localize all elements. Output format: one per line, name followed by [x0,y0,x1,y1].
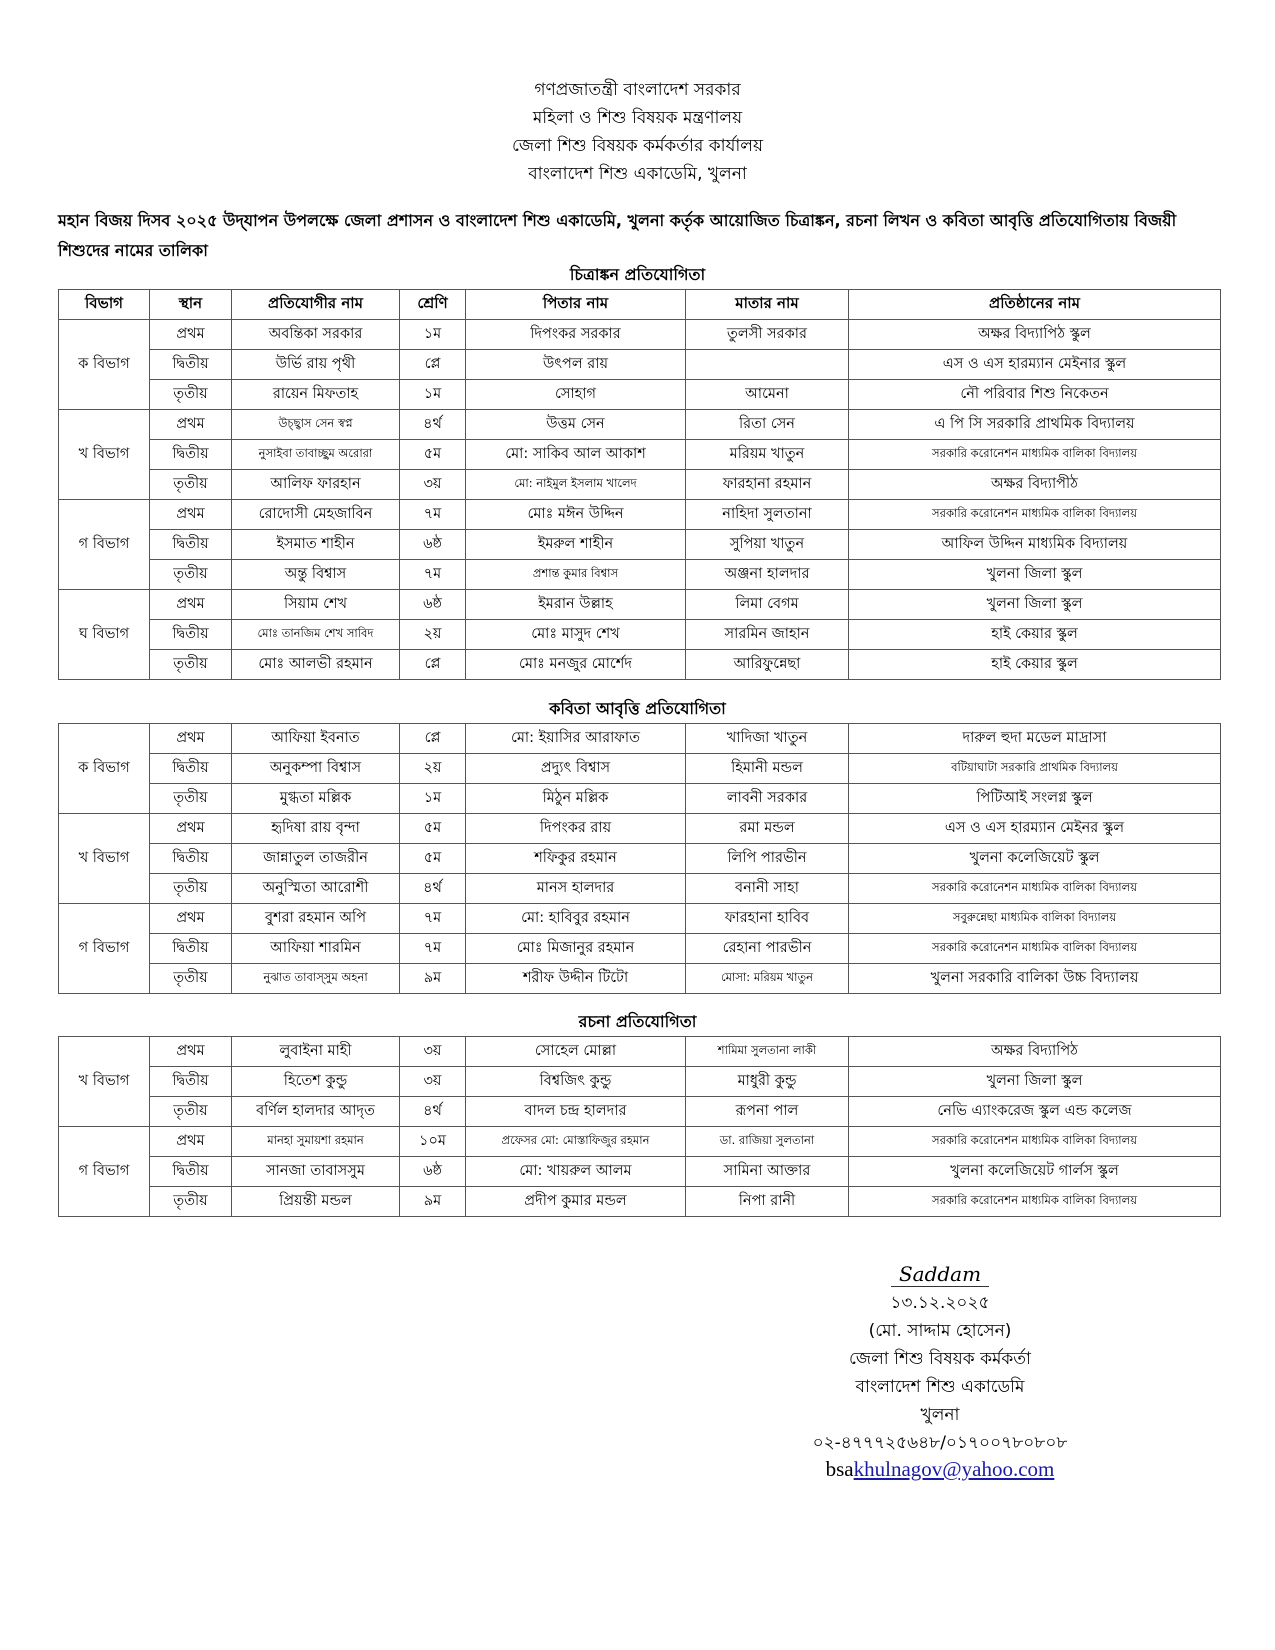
class-cell: ১০ম [400,1127,466,1157]
table-row [59,500,1221,530]
institution-name-cell: অক্ষর বিদ্যাপিঠ [849,1037,1221,1067]
class-cell: প্লে [400,350,466,380]
father-name-cell: দিপংকর রায় [466,814,686,844]
contact-email [780,1457,1100,1482]
table-row [59,1127,1221,1157]
place-cell: দ্বিতীয় [150,844,232,874]
father-name-cell: প্রশান্ত কুমার বিশ্বাস [466,560,686,590]
institution-name-cell: অক্ষর বিদ্যাপীঠ [849,470,1221,500]
participant-name-cell: নুঝাত তাবাস্‌সুম অহনা [232,964,400,994]
institution-name-cell: দারুল হুদা মডেল মাদ্রাসা [849,724,1221,754]
class-cell: ৬ষ্ঠ [400,530,466,560]
table-row [59,470,1221,500]
section-title-drawing: চিত্রাঙ্কন প্রতিযোগিতা [569,265,706,284]
participant-name-cell: মোঃ আলভী রহমান [232,650,400,680]
place-cell: তৃতীয় [150,1097,232,1127]
place-cell: প্রথম [150,724,232,754]
table-row [59,844,1221,874]
letterhead-line: গণপ্রজাতন্ত্রী বাংলাদেশ সরকার [534,80,741,100]
mother-name-cell: রিতা সেন [686,410,849,440]
class-cell: ৩য় [400,1037,466,1067]
division-cell: খ বিভাগ [59,410,150,500]
place-cell: তৃতীয় [150,784,232,814]
place-cell: প্রথম [150,590,232,620]
mother-name-cell: হিমানী মন্ডল [686,754,849,784]
mother-name-cell: রমা মন্ডল [686,814,849,844]
table-row [59,1037,1221,1067]
mother-name-cell: খাদিজা খাতুন [686,724,849,754]
mother-name-cell: মোসা: মরিয়ম খাতুন [686,964,849,994]
table-row [59,440,1221,470]
column-header: শ্রেণি [400,290,466,320]
father-name-cell: সোহাগ [466,380,686,410]
mother-name-cell: সারমিন জাহান [686,620,849,650]
document-heading: মহান বিজয় দিসব ২০২৫ উদ্‌যাপন উপলক্ষে জেলা প্রশাসন ও বাংলাদেশ শিশু একাডেমি, খুলনা কর্তৃক আয়োজিত চিত্রাঙ্কন, রচনা লিখন ও কবিতা আবৃত্তি প্রতিযোগিতায় বিজয়ী শিশুদের নামের তালিকা [58,211,1177,260]
class-cell: ১ম [400,784,466,814]
participant-name-cell: উর্ভি রায় পৃথী [232,350,400,380]
signatory-city: খুলনা [920,1405,960,1425]
father-name-cell: ইমরুল শাহীন [466,530,686,560]
class-cell: ৫ম [400,814,466,844]
class-cell: ৭ম [400,904,466,934]
class-cell: ৫ম [400,440,466,470]
participant-name-cell: রায়েন মিফতাহ [232,380,400,410]
place-cell: প্রথম [150,1037,232,1067]
participant-name-cell: বর্ণিল হালদার আদৃত [232,1097,400,1127]
participant-name-cell: আফিয়া শারমিন [232,934,400,964]
column-header: মাতার নাম [686,290,849,320]
mother-name-cell: রেহানা পারভীন [686,934,849,964]
mother-name-cell: লিপি পারভীন [686,844,849,874]
table-header-row [59,290,1221,320]
results-table-drawing [58,289,1221,680]
class-cell: ৪র্থ [400,410,466,440]
table-row [59,1187,1221,1217]
father-name-cell: শফিকুর রহমান [466,844,686,874]
father-name-cell: উত্তম সেন [466,410,686,440]
table-row [59,560,1221,590]
class-cell: প্লে [400,724,466,754]
institution-name-cell: হাই কেয়ার স্কুল [849,620,1221,650]
table-row [59,814,1221,844]
father-name-cell: প্রদীপ কুমার মন্ডল [466,1187,686,1217]
place-cell: দ্বিতীয় [150,350,232,380]
father-name-cell: উৎপল রায় [466,350,686,380]
mother-name-cell: মাধুরী কুন্ডু [686,1067,849,1097]
mother-name-cell: আমেনা [686,380,849,410]
class-cell: ২য় [400,620,466,650]
place-cell: তৃতীয় [150,650,232,680]
mother-name-cell: রূপনা পাল [686,1097,849,1127]
place-cell: প্রথম [150,814,232,844]
participant-name-cell: নুসাইবা তাবাচ্ছুম অরোরা [232,440,400,470]
institution-name-cell: নেভি এ্যাংকরেজ স্কুল এন্ড কলেজ [849,1097,1221,1127]
signatory-organization: বাংলাদেশ শিশু একাডেমি [855,1377,1025,1397]
institution-name-cell: হাই কেয়ার স্কুল [849,650,1221,680]
participant-name-cell: অবন্তিকা সরকার [232,320,400,350]
class-cell: ২য় [400,754,466,784]
column-header: প্রতিযোগীর নাম [232,290,400,320]
table-row [59,784,1221,814]
results-table-essay [58,1036,1221,1217]
mother-name-cell: ফারহানা হাবিব [686,904,849,934]
mother-name-cell: ফারহানা রহমান [686,470,849,500]
institution-name-cell: বটিয়াঘাটা সরকারি প্রাথমিক বিদ্যালয় [849,754,1221,784]
table-row [59,934,1221,964]
class-cell: ১ম [400,320,466,350]
place-cell: তৃতীয় [150,470,232,500]
place-cell: প্রথম [150,410,232,440]
father-name-cell: দিপংকর সরকার [466,320,686,350]
letterhead [0,76,1275,188]
division-cell: খ বিভাগ [59,1037,150,1127]
class-cell: ৩য় [400,470,466,500]
table-row [59,724,1221,754]
place-cell: তৃতীয় [150,560,232,590]
institution-name-cell: সরকারি করোনেশন মাধ্যমিক বালিকা বিদ্যালয় [849,874,1221,904]
email-prefix: bsa [825,1457,854,1481]
mother-name-cell: লিমা বেগম [686,590,849,620]
institution-name-cell: এস ও এস হারম্যান মেইনার স্কুল [849,350,1221,380]
class-cell: প্লে [400,650,466,680]
place-cell: প্রথম [150,1127,232,1157]
institution-name-cell: সরকারি করোনেশন মাধ্যমিক বালিকা বিদ্যালয় [849,1187,1221,1217]
place-cell: প্রথম [150,904,232,934]
place-cell: দ্বিতীয় [150,530,232,560]
father-name-cell: মানস হালদার [466,874,686,904]
table-row [59,754,1221,784]
column-header: প্রতিষ্ঠানের নাম [849,290,1221,320]
section-title-essay: রচনা প্রতিযোগিতা [578,1012,697,1031]
father-name-cell: মো: খায়রুল আলম [466,1157,686,1187]
mother-name-cell: ডা. রাজিয়া সুলতানা [686,1127,849,1157]
place-cell: দ্বিতীয় [150,934,232,964]
participant-name-cell: মুগ্ধতা মল্লিক [232,784,400,814]
institution-name-cell: খুলনা কলেজিয়েট গার্লস স্কুল [849,1157,1221,1187]
division-cell: ঘ বিভাগ [59,590,150,680]
participant-name-cell: জান্নাতুল তাজরীন [232,844,400,874]
institution-name-cell: সরকারি করোনেশন মাধ্যমিক বালিকা বিদ্যালয় [849,440,1221,470]
participant-name-cell: আলিফ ফারহান [232,470,400,500]
participant-name-cell: সিয়াম শেখ [232,590,400,620]
place-cell: তৃতীয় [150,874,232,904]
participant-name-cell: হৃদিষা রায় বৃন্দা [232,814,400,844]
class-cell: ৪র্থ [400,874,466,904]
mother-name-cell: নাহিদা সুলতানা [686,500,849,530]
table-row [59,650,1221,680]
father-name-cell: সোহেল মোল্লা [466,1037,686,1067]
participant-name-cell: মানহা সুমায়শা রহমান [232,1127,400,1157]
place-cell: প্রথম [150,500,232,530]
father-name-cell: মিঠুন মল্লিক [466,784,686,814]
participant-name-cell: বুশরা রহমান অপি [232,904,400,934]
father-name-cell: মো: হাবিবুর রহমান [466,904,686,934]
mother-name-cell: মরিয়ম খাতুন [686,440,849,470]
father-name-cell: বিশ্বজিৎ কুন্ডু [466,1067,686,1097]
class-cell: ৯ম [400,1187,466,1217]
class-cell: ১ম [400,380,466,410]
contact-phone: ০২-৪৭৭৭২৫৬৪৮/০১৭০০৭৮০৮০৮ [812,1433,1068,1453]
division-cell: গ বিভাগ [59,904,150,994]
participant-name-cell: অনুস্মিতা আরোশী [232,874,400,904]
table-row [59,350,1221,380]
table-row [59,1097,1221,1127]
letterhead-line: জেলা শিশু বিষয়ক কর্মকর্তার কার্যালয় [512,136,763,156]
father-name-cell: মো: সাকিব আল আকাশ [466,440,686,470]
institution-name-cell: এ পি সি সরকারি প্রাথমিক বিদ্যালয় [849,410,1221,440]
institution-name-cell: আফিল উদ্দিন মাধ্যমিক বিদ্যালয় [849,530,1221,560]
class-cell: ৭ম [400,934,466,964]
table-row [59,874,1221,904]
division-cell: ক বিভাগ [59,724,150,814]
participant-name-cell: প্রিয়ন্তী মন্ডল [232,1187,400,1217]
class-cell: ৭ম [400,560,466,590]
participant-name-cell: মোঃ তানজিম শেখ সাবিদ [232,620,400,650]
father-name-cell: মোঃ মনজুর মোর্শেদ [466,650,686,680]
class-cell: ৯ম [400,964,466,994]
participant-name-cell: লুবাইনা মাহী [232,1037,400,1067]
table-row [59,380,1221,410]
class-cell: ৬ষ্ঠ [400,590,466,620]
class-cell: ৬ষ্ঠ [400,1157,466,1187]
participant-name-cell: হিতেশ কুন্ডু [232,1067,400,1097]
institution-name-cell: অক্ষর বিদ্যাপিঠ স্কুল [849,320,1221,350]
mother-name-cell [686,350,849,380]
division-cell: গ বিভাগ [59,500,150,590]
table-row [59,1157,1221,1187]
place-cell: তৃতীয় [150,964,232,994]
table-row [59,320,1221,350]
table-row [59,904,1221,934]
institution-name-cell: সরকারি করোনেশন মাধ্যমিক বালিকা বিদ্যালয় [849,1127,1221,1157]
place-cell: তৃতীয় [150,380,232,410]
mother-name-cell: নিপা রানী [686,1187,849,1217]
father-name-cell: মোঃ মাসুদ শেখ [466,620,686,650]
mother-name-cell: বনানী সাহা [686,874,849,904]
mother-name-cell: শামিমা সুলতানা লাকী [686,1037,849,1067]
signature-mark: Saddam [891,1262,989,1287]
division-cell: ক বিভাগ [59,320,150,410]
participant-name-cell: অনুকম্পা বিশ্বাস [232,754,400,784]
signatory-designation: জেলা শিশু বিষয়ক কর্মকর্তা [849,1349,1031,1369]
participant-name-cell: ইসমাত শাহীন [232,530,400,560]
mother-name-cell: অঞ্জনা হালদার [686,560,849,590]
signatory-name: (মো. সাদ্দাম হোসেন) [868,1321,1012,1341]
place-cell: দ্বিতীয় [150,754,232,784]
class-cell: ৩য় [400,1067,466,1097]
institution-name-cell: খুলনা জিলা স্কুল [849,560,1221,590]
class-cell: ৫ম [400,844,466,874]
section-title-recitation: কবিতা আবৃত্তি প্রতিযোগিতা [549,699,726,718]
participant-name-cell: আফিয়া ইবনাত [232,724,400,754]
mother-name-cell: লাবনী সরকার [686,784,849,814]
place-cell: দ্বিতীয় [150,1157,232,1187]
institution-name-cell: সবুরুন্নেছা মাধ্যমিক বালিকা বিদ্যালয় [849,904,1221,934]
column-header: স্থান [150,290,232,320]
results-table-recitation [58,723,1221,994]
mother-name-cell: আরিফুন্নেছা [686,650,849,680]
column-header: পিতার নাম [466,290,686,320]
place-cell: প্রথম [150,320,232,350]
division-cell: খ বিভাগ [59,814,150,904]
institution-name-cell: খুলনা সরকারি বালিকা উচ্চ বিদ্যালয় [849,964,1221,994]
signature-block [780,1262,1100,1482]
institution-name-cell: খুলনা জিলা স্কুল [849,590,1221,620]
institution-name-cell: সরকারি করোনেশন মাধ্যমিক বালিকা বিদ্যালয় [849,500,1221,530]
email-link[interactable]: khulnagov@yahoo.com [853,1457,1055,1481]
institution-name-cell: সরকারি করোনেশন মাধ্যমিক বালিকা বিদ্যালয় [849,934,1221,964]
father-name-cell: মোঃ মঈন উদ্দিন [466,500,686,530]
column-header: বিভাগ [59,290,150,320]
father-name-cell: ইমরান উল্লাহ [466,590,686,620]
place-cell: তৃতীয় [150,1187,232,1217]
father-name-cell: মো: ইয়াসির আরাফাত [466,724,686,754]
mother-name-cell: সামিনা আক্তার [686,1157,849,1187]
letterhead-line: মহিলা ও শিশু বিষয়ক মন্ত্রণালয় [532,108,743,128]
institution-name-cell: পিটিআই সংলগ্ন স্কুল [849,784,1221,814]
signature-date: ১৩.১২.২০২৫ [890,1293,990,1313]
institution-name-cell: খুলনা কলেজিয়েট স্কুল [849,844,1221,874]
mother-name-cell: তুলসী সরকার [686,320,849,350]
participant-name-cell: রোদোসী মেহজাবিন [232,500,400,530]
participant-name-cell: অন্তু বিশ্বাস [232,560,400,590]
place-cell: দ্বিতীয় [150,1067,232,1097]
table-row [59,530,1221,560]
table-row [59,590,1221,620]
table-row [59,1067,1221,1097]
institution-name-cell: নৌ পরিবার শিশু নিকেতন [849,380,1221,410]
father-name-cell: বাদল চন্দ্র হালদার [466,1097,686,1127]
father-name-cell: মোঃ মিজানুর রহমান [466,934,686,964]
place-cell: দ্বিতীয় [150,620,232,650]
participant-name-cell: সানজা তাবাসসুম [232,1157,400,1187]
institution-name-cell: খুলনা জিলা স্কুল [849,1067,1221,1097]
father-name-cell: মো: নাইমুল ইসলাম খালেদ [466,470,686,500]
table-row [59,410,1221,440]
institution-name-cell: এস ও এস হারম্যান মেইনর স্কুল [849,814,1221,844]
class-cell: ৭ম [400,500,466,530]
division-cell: গ বিভাগ [59,1127,150,1217]
father-name-cell: প্রফেসর মো: মোস্তাফিজুর রহমান [466,1127,686,1157]
table-row [59,620,1221,650]
place-cell: দ্বিতীয় [150,440,232,470]
letterhead-line: বাংলাদেশ শিশু একাডেমি, খুলনা [528,164,747,184]
mother-name-cell: সুপিয়া খাতুন [686,530,849,560]
class-cell: ৪র্থ [400,1097,466,1127]
participant-name-cell: উচ্ছ্বাস সেন স্বপ্ন [232,410,400,440]
father-name-cell: প্রদ্যুৎ বিশ্বাস [466,754,686,784]
father-name-cell: শরীফ উদ্দীন টিটো [466,964,686,994]
table-row [59,964,1221,994]
